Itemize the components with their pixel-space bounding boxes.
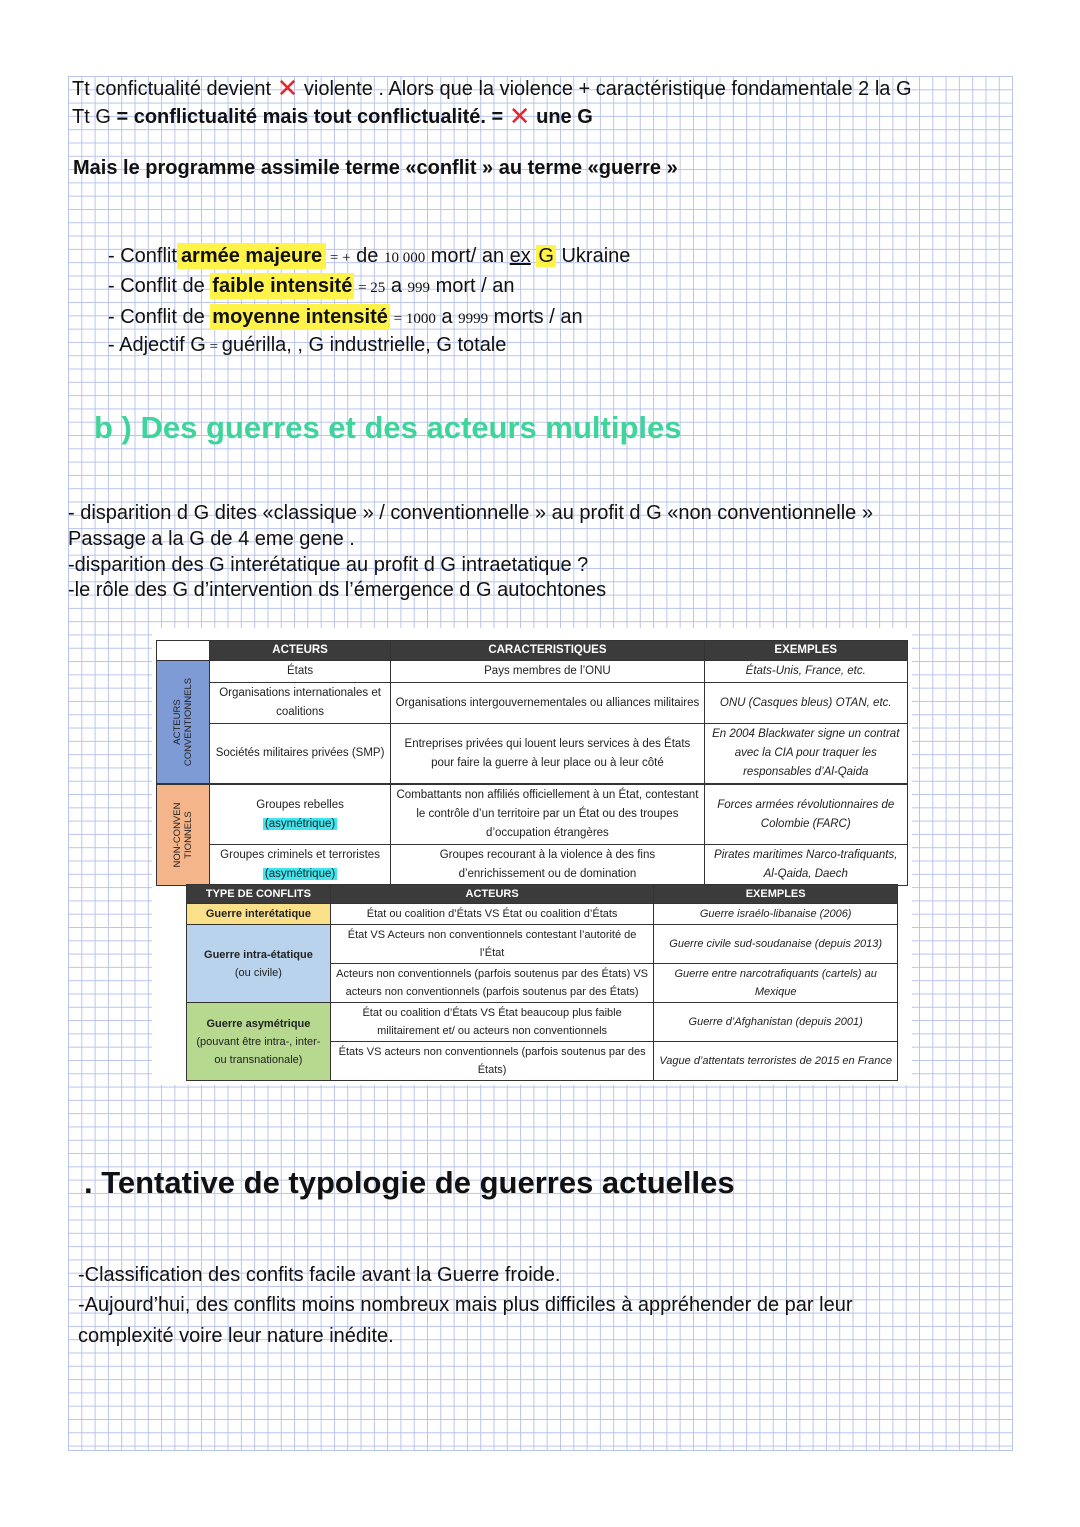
table-cell: En 2004 Blackwater signe un contrat avec la CIA pour traquer les responsables d’Al-Qaida bbox=[704, 724, 908, 785]
intro-line-1: Tt confictualité devient ✕ violente . Alors que la violence + caractéristique fondamentale 2 la G bbox=[72, 73, 912, 103]
group-label-conventional: ACTEURS CONVENTIONNELS bbox=[157, 661, 210, 785]
section-c-heading: . Tentative de typologie de guerres actuelles bbox=[84, 1165, 735, 1200]
table-cell: Guerre interétatique bbox=[187, 904, 331, 925]
section-c-line: -Aujourd’hui, des conflits moins nombreux mais plus difficiles à appréhender de par leur bbox=[78, 1294, 853, 1316]
table-cell: Guerre civile sud-soudanaise (depuis 2013) bbox=[654, 925, 898, 964]
section-b-line: -le rôle des G d’intervention ds l’émergence d G autochtones bbox=[68, 579, 607, 601]
table-row bbox=[157, 845, 908, 886]
section-b-line: Passage a la G de 4 eme gene . bbox=[68, 528, 355, 550]
table-cell: Guerre asymétrique (pouvant être intra-, inter- ou transnationale) bbox=[187, 1003, 331, 1081]
table-row bbox=[187, 925, 898, 964]
conflict-types-table bbox=[186, 884, 898, 1081]
intro-line-3: Mais le programme assimile terme «conflit » au terme «guerre » bbox=[73, 157, 678, 179]
actors-table bbox=[156, 640, 908, 886]
red-cross-icon: ✕ bbox=[508, 101, 531, 131]
group-label-nonconventional: NON-CONVEN TIONNELS bbox=[157, 784, 210, 886]
table-cell: États VS acteurs non conventionnels (parfois soutenus par des États) bbox=[330, 1042, 653, 1081]
table-cell: Entreprises privées qui louent leurs services à des États pour faire la guerre à leur place ou à leur côté bbox=[391, 724, 704, 785]
bullet-item: - Adjectif G = guérilla, , G industrielle, G totale bbox=[108, 334, 507, 356]
table-cell: État ou coalition d’États VS État ou coalition d’États bbox=[330, 904, 653, 925]
table-header: ACTEURS bbox=[209, 641, 391, 661]
table-cell: Combattants non affiliés officiellement à un État, contestant le contrôle d’un territoire par un État ou des troupes d’occupation étrangères bbox=[391, 784, 704, 845]
section-c-line: complexité voire leur nature inédite. bbox=[78, 1325, 394, 1347]
section-b-line: - disparition d G dites «classique » / conventionnelle » au profit d G «non conventionnelle » bbox=[68, 502, 873, 524]
table-cell: États-Unis, France, etc. bbox=[704, 661, 908, 683]
table-cell: Pays membres de l’ONU bbox=[391, 661, 704, 683]
table-cell: Pirates maritimes Narco-trafiquants, Al-Qaida, Daech bbox=[704, 845, 908, 886]
section-b-line: -disparition des G interétatique au profit d G intraetatique ? bbox=[68, 554, 589, 576]
table-cell: État VS Acteurs non conventionnels contestant l’autorité de l’État bbox=[330, 925, 653, 964]
table-cell: États bbox=[209, 661, 391, 683]
red-cross-icon: ✕ bbox=[276, 73, 299, 103]
table-row bbox=[187, 1003, 898, 1042]
table-row bbox=[187, 904, 898, 925]
table-cell: Forces armées révolutionnaires de Colombie (FARC) bbox=[704, 784, 908, 845]
bullet-item: - Conflit de faible intensité = 25 a 999 mort / an bbox=[108, 275, 515, 297]
section-b-heading: b ) Des guerres et des acteurs multiples bbox=[94, 410, 682, 445]
bullet-item: - Conflit armée majeure = + de 10 000 mort/ an ex G Ukraine bbox=[108, 245, 631, 267]
table-cell: Organisations intergouvernementales ou alliances militaires bbox=[391, 683, 704, 724]
table-cell: Guerre israélo-libanaise (2006) bbox=[654, 904, 898, 925]
table-row bbox=[157, 724, 908, 785]
table-cell: Guerre d’Afghanistan (depuis 2001) bbox=[654, 1003, 898, 1042]
table-cell: Guerre entre narcotrafiquants (cartels) au Mexique bbox=[654, 964, 898, 1003]
table-corner bbox=[157, 641, 210, 661]
table-header: ACTEURS bbox=[330, 885, 653, 904]
table-cell: Groupes rebelles (asymétrique) bbox=[209, 784, 391, 845]
table-cell: Groupes recourant à la violence à des fins d’enrichissement ou de domination bbox=[391, 845, 704, 886]
table-header: TYPE DE CONFLITS bbox=[187, 885, 331, 904]
table-cell: Guerre intra-étatique (ou civile) bbox=[187, 925, 331, 1003]
table-cell: Acteurs non conventionnels (parfois soutenus par des États) VS acteurs non conventionnels (parfois soutenus par des États) bbox=[330, 964, 653, 1003]
intro-line-2: Tt G = conflictualité mais tout conflictualité. = ✕ une G bbox=[72, 101, 593, 131]
table-cell: État ou coalition d’États VS État beaucoup plus faible militairement et/ ou acteurs non conventionnels bbox=[330, 1003, 653, 1042]
table-row bbox=[157, 784, 908, 845]
table-cell: Organisations internationales et coalitions bbox=[209, 683, 391, 724]
table-header: EXEMPLES bbox=[704, 641, 908, 661]
tables-figure bbox=[152, 628, 912, 1085]
section-c-line: -Classification des confits facile avant la Guerre froide. bbox=[78, 1264, 561, 1286]
bullet-item: - Conflit de moyenne intensité = 1000 a 9999 morts / an bbox=[108, 306, 583, 328]
table-cell: Groupes criminels et terroristes (asymétrique) bbox=[209, 845, 391, 886]
table-cell: Sociétés militaires privées (SMP) bbox=[209, 724, 391, 785]
table-row bbox=[157, 683, 908, 724]
table-cell: ONU (Casques bleus) OTAN, etc. bbox=[704, 683, 908, 724]
table-cell: Vague d’attentats terroristes de 2015 en France bbox=[654, 1042, 898, 1081]
table-header: EXEMPLES bbox=[654, 885, 898, 904]
table-header: CARACTERISTIQUES bbox=[391, 641, 704, 661]
table-row bbox=[157, 661, 908, 683]
